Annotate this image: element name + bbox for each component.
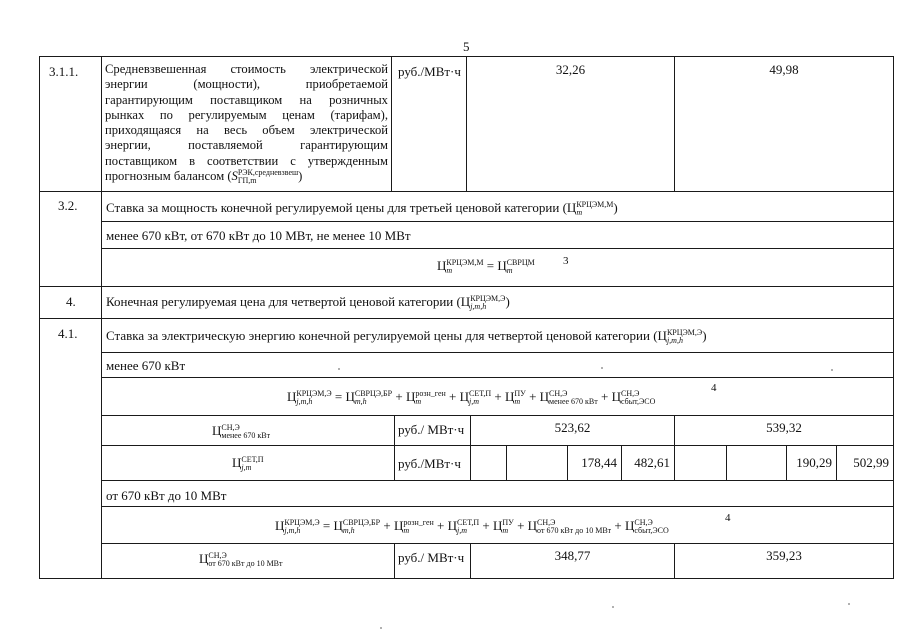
section-title: Ставка за электрическую энергию конечной регулируемой цены для четвертой ценовой категории (Ц КРЦЭМ,Э j,m,h ) [106, 328, 707, 346]
section-title: Ставка за мощность конечной регулируемой цены для третьей ценовой категории (Ц КРЦЭМ,М m ) [106, 200, 618, 218]
page-number: 5 [463, 39, 470, 54]
row-number: 3.2. [58, 198, 78, 213]
value-cell: 178,44 [581, 455, 617, 470]
text-line: поставщиком в соответствии с утвержденным [105, 153, 388, 168]
formula: Ц КРЦЭМ,Э j,m,h = Ц СВРЦЭ,БР m,h + Ц розн_ген m + Ц СЕТ,П j,m + Ц ПУ m + Ц СН,Э от 670 кВт до 10 МВт + Ц СН,Э сбыт,ЭСО [275, 518, 669, 536]
value-cell: 502,99 [853, 455, 889, 470]
rule [506, 445, 507, 480]
rule [39, 191, 894, 192]
row-number: 4. [66, 294, 76, 309]
formula: Ц КРЦЭМ,М m = Ц СВРЦМ m [437, 258, 535, 276]
rule [101, 56, 102, 578]
tariff-label: Ц СЕТ,П j,m [232, 455, 264, 473]
rule [39, 286, 894, 287]
row-number: 4.1. [58, 326, 78, 341]
text-line: энергии (мощности), приобретаемой [105, 77, 388, 92]
rule [101, 543, 894, 544]
rule [101, 377, 894, 378]
value-cell: 190,29 [796, 455, 832, 470]
scan-speck [612, 606, 614, 608]
scan-speck [601, 367, 603, 369]
rule [394, 415, 395, 480]
tariff-label: Ц СН,Э менее 670 кВт [212, 423, 271, 441]
value-cell: 32,26 [555, 62, 586, 77]
rule [39, 318, 894, 319]
unit-label: руб./ МВт·ч [398, 422, 465, 437]
tariff-label: Ц СН,Э от 670 кВт до 10 МВт [199, 551, 283, 569]
rule [101, 506, 894, 507]
unit-label: руб./МВт·ч [398, 64, 461, 79]
unit-label: руб./ МВт·ч [398, 550, 465, 565]
range-label: менее 670 кВт [106, 358, 186, 373]
rule [39, 578, 894, 579]
rule [394, 543, 395, 578]
value-cell: 49,98 [769, 62, 799, 77]
scan-speck [338, 368, 340, 370]
scan-speck [380, 627, 382, 629]
text-line: Средневзвешенная стоимость электрической [105, 62, 388, 76]
footnote-ref: 3 [563, 255, 569, 267]
footnote-ref: 4 [725, 512, 731, 524]
value-cell: 523,62 [554, 420, 591, 435]
value-cell: 482,61 [634, 455, 670, 470]
text-line: энергии, поставляемой гарантирующим [105, 138, 388, 153]
value-cell: 348,77 [554, 548, 591, 563]
text-line: рынках по регулируемым ценам (тарифам), [105, 107, 388, 122]
footnote-ref: 4 [711, 382, 717, 394]
formula: Ц КРЦЭМ,Э j,m,h = Ц СВРЦЭ,БР m,h + Ц розн_ген m + Ц СЕТ,П j,m + Ц ПУ m + Ц СН,Э менее 670 кВт + Ц СН,Э сбыт,ЭСО [287, 389, 656, 407]
scan-speck [831, 369, 833, 371]
rule [101, 445, 894, 446]
rule [101, 415, 894, 416]
scan-speck [848, 603, 850, 605]
row-number: 3.1.1. [49, 64, 79, 79]
rule [101, 248, 894, 249]
range-label: менее 670 кВт, от 670 кВт до 10 МВт, не менее 10 МВт [106, 228, 411, 243]
unit-label: руб./МВт·ч [398, 456, 461, 471]
section-title: Конечная регулируемая цена для четвертой ценовой категории (Ц КРЦЭМ,Э j,m,h ) [106, 294, 510, 312]
text-line: гарантирующим поставщиком на розничных [105, 92, 388, 107]
rule [101, 480, 894, 481]
rule [101, 352, 894, 353]
value-cell: 359,23 [766, 548, 802, 563]
rule [39, 56, 40, 578]
text-line: прогнозным балансом (S РЭК,средневзвеш ГП,m ) [105, 168, 303, 186]
rule [726, 445, 727, 480]
text-line: приходящаяся на весь объем электрической [105, 123, 388, 138]
rule [893, 56, 894, 578]
rule [391, 56, 392, 191]
range-label: от 670 кВт до 10 МВт [106, 488, 227, 503]
item-description [105, 62, 388, 185]
value-cell: 539,32 [766, 420, 802, 435]
rule [101, 221, 894, 222]
